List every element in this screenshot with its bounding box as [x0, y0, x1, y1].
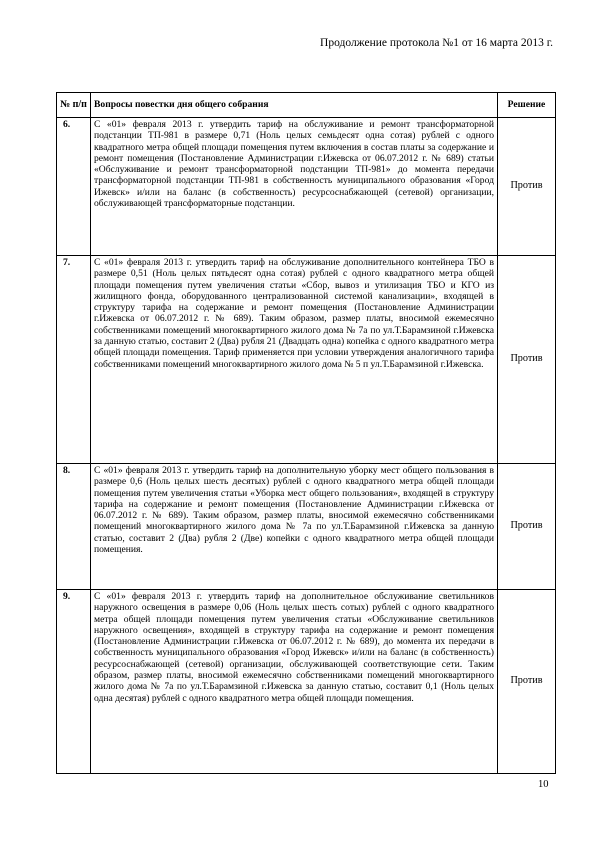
- table-row: [57, 118, 556, 256]
- column-header-number: № п/п: [57, 93, 91, 118]
- row-decision: Против: [498, 118, 556, 256]
- column-header-question: Вопросы повестки дня общего собрания: [91, 93, 498, 118]
- agenda-table: [56, 92, 556, 774]
- table-row: [57, 256, 556, 464]
- column-header-decision: Решение: [498, 93, 556, 118]
- row-question-text: С «01» февраля 2013 г. утвердить тариф на дополнительную уборку мест общего пользования в размере 0,6 (Ноль целых шесть десятых) рублей с одного квадратного метра общей площади помещения путем увеличения статьи «Уборка мест общего пользования», входящей в структуру тарифа на содержание и ремонт помещения (Постановление Администрации г.Ижевска от 06.07.2012 г. № 689). Таким образом, размер платы, вносимой ежемесячно собственниками помещений многоквартирного жилого дома № 7а по ул.Т.Барамзиной г.Ижевска за данную статью, составит 2 (Два) рубля 2 (Две) копейки с одного квадратного метра общей площади помещения.: [91, 464, 498, 590]
- table-row: [57, 590, 556, 774]
- protocol-continuation-header: Продолжение протокола №1 от 16 марта 2013 г.: [320, 37, 553, 49]
- row-question-text: С «01» февраля 2013 г. утвердить тариф на дополнительное обслуживание светильников наружного освещения в размере 0,06 (Ноль целых шесть сотых) рублей с одного квадратного метра общей площади помещения путем увеличения статьи «Обслуживание светильников наружного освещения», входящей в структуру тарифа на содержание и ремонт помещения (Постановление Администрации г.Ижевска от 06.07.2012 г. № 689), до момента их передачи в собственность муниципального образования «Город Ижевск» и/или на баланс (в собственность) ресурсоснабжающей (сетевой) организации, обслуживающей соответствующие сети. Таким образом, размер платы, вносимой ежемесячно собственниками помещений многоквартирного жилого дома № 7а по ул.Т.Барамзиной г.Ижевска за данную статью, составит 0,1 (Ноль целых одна десятая) рублей с одного квадратного метра общей площади помещения.: [91, 590, 498, 774]
- row-number: 7.: [57, 256, 91, 464]
- row-question-text: С «01» февраля 2013 г. утвердить тариф на обслуживание и ремонт трансформаторной подстанции ТП-981 в размере 0,71 (Ноль целых семьдесят одна сотая) рублей с одного квадратного метра общей площади помещения путем включения в состав платы за содержание и ремонт помещения (Постановление Администрации г.Ижевска от 06.07.2012 г. № 689) статьи «Обслуживание и ремонт трансформаторной подстанции ТП-981» до момента передачи трансформаторной подстанции ТП-981 в собственность муниципального образования «Город Ижевск» и/или на баланс (в собственность) ресурсоснабжающей (сетевой) организации, обслуживающей трансформаторные подстанции.: [91, 118, 498, 256]
- row-decision: Против: [498, 590, 556, 774]
- row-number: 8.: [57, 464, 91, 590]
- page-number: 10: [538, 779, 549, 790]
- table-row: [57, 464, 556, 590]
- row-question-text: С «01» февраля 2013 г. утвердить тариф на обслуживание дополнительного контейнера ТБО в размере 0,51 (Ноль целых пятьдесят одна сотая) рублей с одного квадратного метра общей площади помещения путем увеличения статьи «Сбор, вывоз и утилизация ТБО и КГО из жилищного фонда, оборудованного централизованной системой канализации», входящей в структуру тарифа на содержание и ремонт помещения (Постановление Администрации г.Ижевска от 06.07.2012 г. № 689). Таким образом, размер платы, вносимой ежемесячно собственниками помещений многоквартирного жилого дома № 7а по ул.Т.Барамзиной г.Ижевска за данную статью, составит 2 (Два) рубля 21 (Двадцать одна) копейка с одного квадратного метра общей площади помещения. Тариф применяется при условии утверждения аналогичного тарифа собственниками помещений многоквартирного жилого дома № 5 п ул.Т.Барамзиной г.Ижевска.: [91, 256, 498, 464]
- row-number: 6.: [57, 118, 91, 256]
- row-decision: Против: [498, 256, 556, 464]
- row-number: 9.: [57, 590, 91, 774]
- row-decision: Против: [498, 464, 556, 590]
- table-header-row: [57, 93, 556, 118]
